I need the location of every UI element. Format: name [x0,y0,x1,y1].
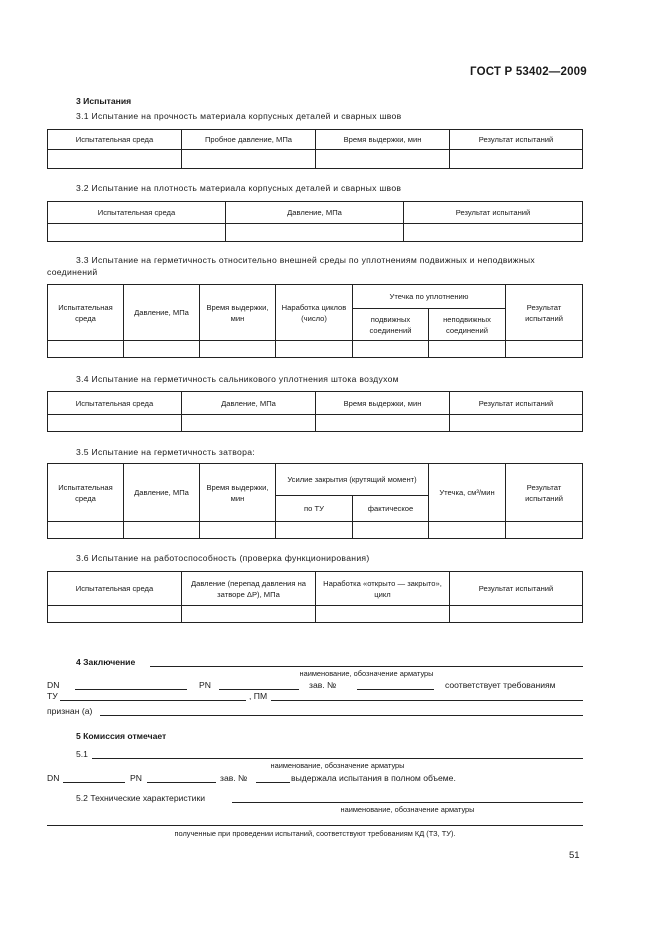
empty-cell[interactable] [353,341,429,358]
empty-cell[interactable] [48,606,182,623]
empty-cell[interactable] [124,522,200,539]
subsection-3-1-title: 3.1 Испытание на прочность материала корпусных деталей и сварных швов [76,111,402,121]
empty-cell[interactable] [353,522,429,539]
table-3-1 [47,129,583,169]
conforms-text: соответствует требованиям [445,680,556,690]
serial-fill-line[interactable] [256,782,290,783]
pm-fill-line[interactable] [271,700,583,701]
table-3-4 [47,391,583,432]
empty-cell[interactable] [316,150,450,169]
header-cell: Результат испытаний [506,464,583,522]
subsection-3-4-title: 3.4 Испытание на герметичность сальникового уплотнения штока воздухом [76,374,399,384]
header-cell: фактическое [353,496,429,522]
header-cell: Результат испытаний [450,572,583,606]
serial-label: зав. № [220,773,248,783]
results-fill-line[interactable] [47,825,583,826]
serial-label: зав. № [309,680,337,690]
header-cell: Испытательная среда [48,130,182,150]
header-cell: Утечка по уплотнению [353,285,506,309]
empty-cell[interactable] [124,341,200,358]
header-cell: Наработка циклов (число) [276,285,353,341]
empty-cell[interactable] [48,415,182,432]
conclusion-fill-line[interactable] [150,666,583,667]
standard-number: ГОСТ Р 53402—2009 [470,66,587,78]
pn-fill-line[interactable] [219,689,299,690]
section-4-title: 4 Заключение [76,657,136,667]
empty-cell[interactable] [450,606,583,623]
subsection-3-3-title-line2: соединений [47,267,98,277]
header-cell: Время выдержки, мин [316,392,450,415]
table-3-5 [47,463,583,539]
empty-cell[interactable] [182,150,316,169]
table-3-6 [47,571,583,623]
header-cell: Время выдержки, мин [200,285,276,341]
table-3-3 [47,284,583,358]
subsection-3-2-title: 3.2 Испытание на плотность материала корпусных деталей и сварных швов [76,183,402,193]
recognized-label: признан (а) [47,706,93,716]
empty-cell[interactable] [506,522,583,539]
item-5-2-label: 5.2 Технические характеристики [76,793,206,803]
empty-cell[interactable] [200,522,276,539]
header-cell: Результат испытаний [506,285,583,341]
empty-cell[interactable] [48,150,182,169]
empty-cell[interactable] [450,415,583,432]
dn-label: DN [47,773,60,783]
armature-caption: наименование, обозначение арматуры [340,805,475,814]
page-number: 51 [569,850,580,861]
item-5-1-fill-line[interactable] [92,758,583,759]
item-5-1-label: 5.1 [76,749,88,759]
pn-label: PN [199,680,211,690]
pn-label: PN [130,773,142,783]
header-cell: Испытательная среда [48,464,124,522]
tu-label: ТУ [47,691,58,701]
empty-cell[interactable] [48,341,124,358]
header-cell: Результат испытаний [450,130,583,150]
header-cell: Испытательная среда [48,572,182,606]
empty-cell[interactable] [316,606,450,623]
header-cell: неподвижных соединений [429,309,506,341]
empty-cell[interactable] [182,606,316,623]
header-cell: Результат испытаний [450,392,583,415]
tu-fill-line[interactable] [60,700,246,701]
header-cell: Давление (перепад давления на затворе ΔP), МПа [182,572,316,606]
empty-cell[interactable] [276,341,353,358]
dn-fill-line[interactable] [63,782,125,783]
empty-cell[interactable] [506,341,583,358]
header-cell: Пробное давление, МПа [182,130,316,150]
empty-cell[interactable] [48,224,226,242]
serial-fill-line[interactable] [357,689,434,690]
empty-cell[interactable] [182,415,316,432]
item-5-2-fill-line[interactable] [232,802,583,803]
header-cell: Наработка «открыто — закрыто», цикл [316,572,450,606]
empty-cell[interactable] [429,341,506,358]
empty-cell[interactable] [226,224,404,242]
passed-text: выдержала испытания в полном объеме. [291,773,456,783]
empty-cell[interactable] [450,150,583,169]
empty-cell[interactable] [404,224,583,242]
empty-cell[interactable] [429,522,506,539]
header-cell: подвижных соединений [353,309,429,341]
armature-caption: наименование, обозначение арматуры [270,761,405,770]
recognized-fill-line[interactable] [100,715,583,716]
section-3-title: 3 Испытания [76,96,132,106]
empty-cell[interactable] [276,522,353,539]
subsection-3-6-title: 3.6 Испытание на работоспособность (проверка функционирования) [76,553,370,563]
header-cell: Давление, МПа [182,392,316,415]
results-caption: полученные при проведении испытаний, соответствуют требованиям КД (ТЗ, ТУ). [174,829,456,838]
section-5-title: 5 Комиссия отмечает [76,731,167,741]
pm-label: , ПМ [249,691,268,701]
header-cell: Время выдержки, мин [200,464,276,522]
header-cell: Давление, МПа [226,202,404,224]
empty-cell[interactable] [48,522,124,539]
dn-label: DN [47,680,60,690]
armature-caption: наименование, обозначение арматуры [299,669,434,678]
header-cell: Результат испытаний [404,202,583,224]
empty-cell[interactable] [316,415,450,432]
subsection-3-5-title: 3.5 Испытание на герметичность затвора: [76,447,255,457]
header-cell: Время выдержки, мин [316,130,450,150]
table-3-2 [47,201,583,242]
pn-fill-line[interactable] [147,782,216,783]
header-cell: по ТУ [276,496,353,522]
dn-fill-line[interactable] [75,689,187,690]
header-cell: Испытательная среда [48,285,124,341]
header-cell: Испытательная среда [48,392,182,415]
header-cell: Усилие закрытия (крутящий момент) [276,464,429,496]
subsection-3-3-title-line1: 3.3 Испытание на герметичность относительно внешней среды по уплотнениям подвижных и неподвижных [76,255,535,265]
header-cell: Утечка, см³/мин [429,464,506,522]
empty-cell[interactable] [200,341,276,358]
header-cell: Испытательная среда [48,202,226,224]
header-cell: Давление, МПа [124,285,200,341]
header-cell: Давление, МПа [124,464,200,522]
